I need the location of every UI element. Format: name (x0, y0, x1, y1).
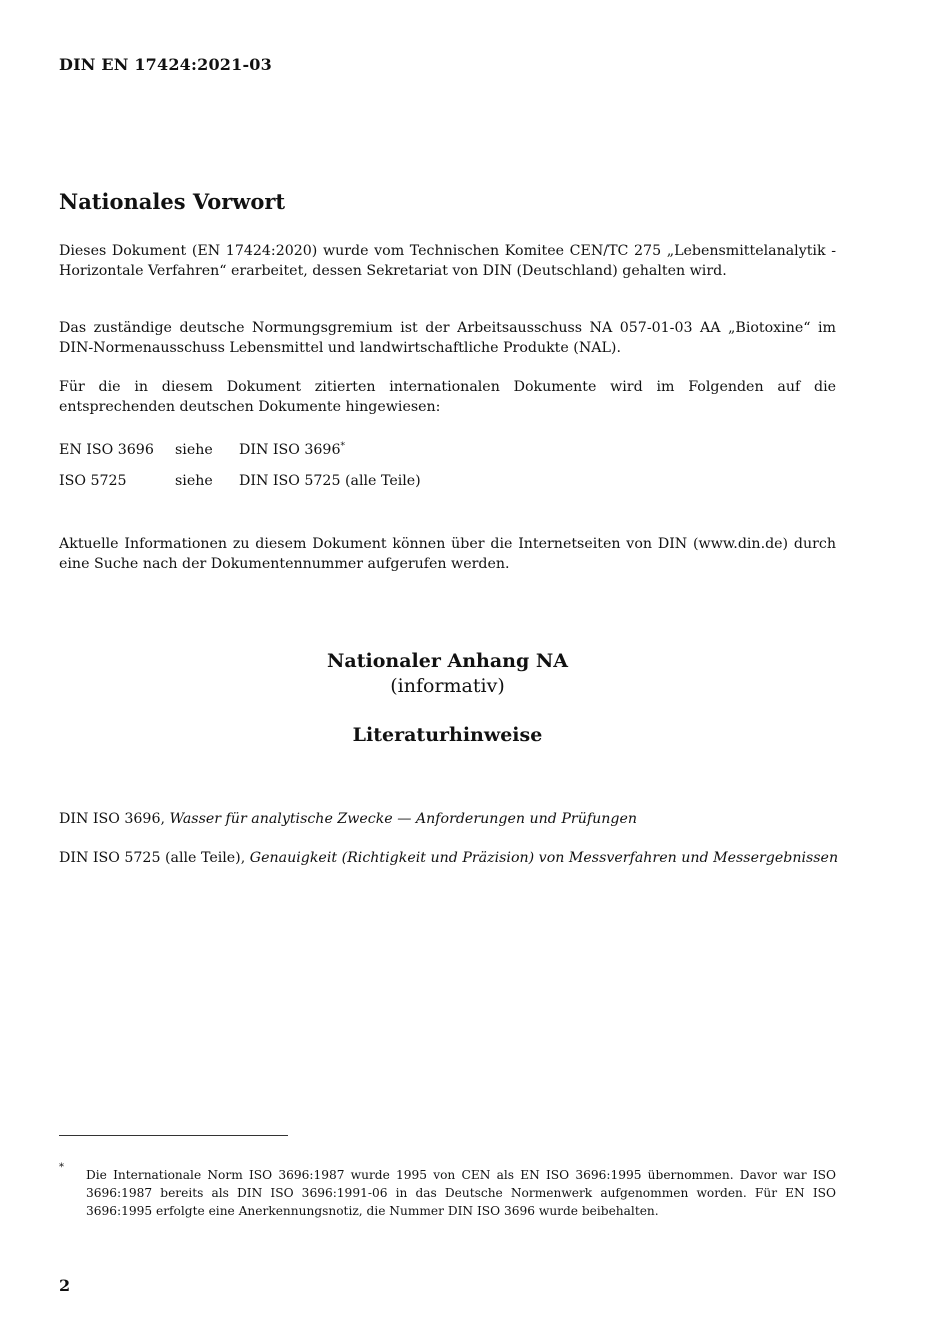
document-identifier: DIN EN 17424:2021-03 (59, 55, 272, 74)
paragraph-references-intro: Für die in diesem Dokument zitierten internationalen Dokumente wird im Folgenden auf die entsprechenden deutschen Dokumente hingewiesen: (59, 379, 836, 415)
footnote-text: Die Internationale Norm ISO 3696:1987 wurde 1995 von CEN als EN ISO 3696:1995 übernommen. Davor war ISO 3696:1987 bereits als DIN ISO 3696:1991-06 in das Deutsche Normenwerk aufgenommen worden. Für EN ISO 3696:1995 erfolgte eine Anerkennungsnotiz, die Nummer DIN ISO 3696 wurde beibehalten. (86, 1168, 836, 1218)
bibliography-entry-title: Genauigkeit (Richtigkeit und Präzision) von Messverfahren und Messergebnissen (249, 850, 839, 866)
bibliography-entry-title: Wasser für analytische Zwecke — Anforderungen und Prüfungen (169, 811, 637, 827)
footnote-mark: * (59, 1162, 64, 1173)
annex-subtitle: (informativ) (390, 675, 505, 697)
reference-german (239, 440, 345, 460)
reference-german: DIN ISO 5725 (alle Teile) (239, 473, 421, 489)
reference-international: EN ISO 3696 (59, 442, 154, 458)
paragraph-standards-body: Das zuständige deutsche Normungsgremium ist der Arbeitsausschuss NA 057-01-03 AA „Biotoxine“ im DIN-Normenausschuss Lebensmittel und landwirtschaftliche Produkte (NAL). (59, 320, 836, 356)
footnote-divider (59, 1135, 288, 1136)
bibliography-entry (59, 809, 637, 829)
section-title-vorwort: Nationales Vorwort (59, 189, 286, 214)
reference-german-text: DIN ISO 3696 (239, 442, 341, 458)
paragraph-online-info: Aktuelle Informationen zu diesem Dokument können über die Internetseiten von DIN (www.din.de) durch eine Suche nach der Dokumentennummer aufgerufen werden. (59, 536, 836, 572)
reference-relation: siehe (175, 442, 213, 458)
bibliography-title: Literaturhinweise (352, 724, 543, 746)
bibliography-entry (59, 848, 838, 868)
annex-title: Nationaler Anhang NA (327, 650, 568, 672)
bibliography-ref: DIN ISO 3696, (59, 811, 170, 827)
bibliography-ref: DIN ISO 5725 (alle Teile), (59, 850, 250, 866)
reference-relation: siehe (175, 473, 213, 489)
page-number: 2 (59, 1276, 71, 1295)
paragraph-committee: Dieses Dokument (EN 17424:2020) wurde vom Technischen Komitee CEN/TC 275 „Lebensmittelanalytik - Horizontale Verfahren“ erarbeitet, dessen Sekretariat von DIN (Deutschland) gehalten wird. (59, 243, 836, 279)
reference-international: ISO 5725 (59, 473, 127, 489)
footnote-reference-mark[interactable]: * (340, 441, 345, 452)
